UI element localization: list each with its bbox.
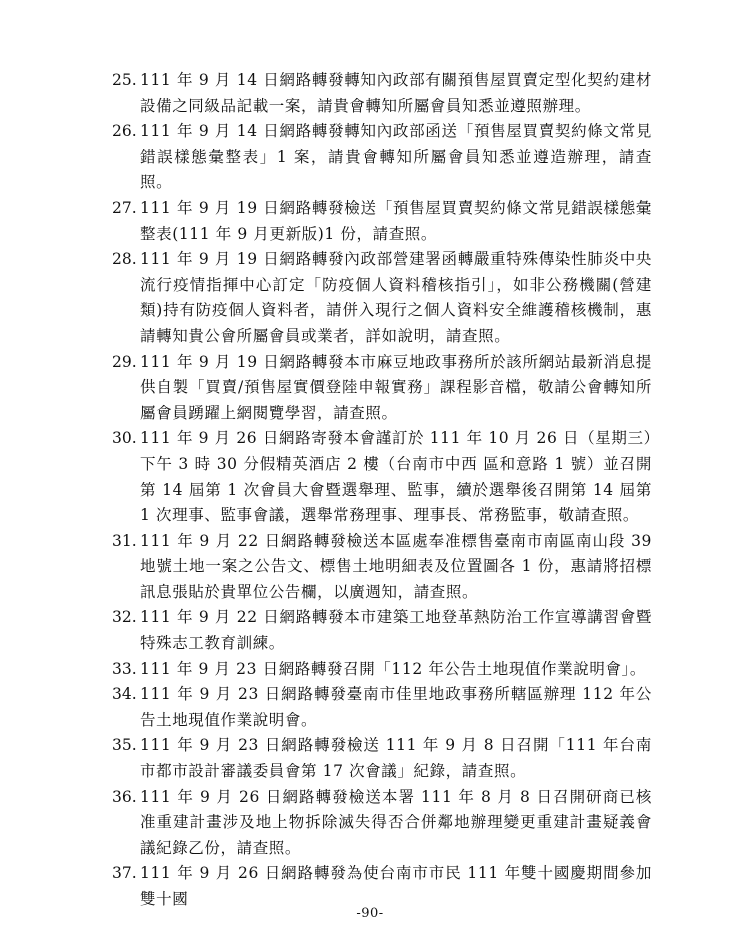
item-number: 35. bbox=[112, 736, 137, 755]
list-item bbox=[112, 196, 652, 247]
item-text: 111 年 9 月 19 日網路轉發檢送「預售屋買賣契約條文常見錯誤樣態彙整表(111 年 9 月更新版)1 份，請查照。 bbox=[140, 198, 652, 243]
item-text: 111 年 9 月 26 日網路轉發為使台南市市民 111 年雙十國慶期間參加雙十國 bbox=[140, 864, 652, 908]
item-number: 32. bbox=[112, 608, 137, 627]
list-item bbox=[112, 605, 652, 656]
item-text: 111 年 9 月 14 日網路轉發轉知內政部函送「預售屋買賣契約條文常見錯誤樣態彙整表」1 案，請貴會轉知所屬會員知悉並遵造辦理，請查照。 bbox=[140, 122, 652, 192]
item-text: 111 年 9 月 26 日網路轉發檢送本署 111 年 8 月 8 日召開研商已核准重建計畫涉及地上物拆除滅失得否合併鄰地辦理變更重建計畫疑義會議紀錄乙份，請查照。 bbox=[140, 787, 652, 857]
list-item bbox=[112, 657, 652, 683]
item-number: 37. bbox=[112, 864, 137, 883]
item-number: 26. bbox=[112, 122, 137, 141]
list-item bbox=[112, 861, 652, 912]
item-text: 111 年 9 月 19 日網路轉發本市麻豆地政事務所於該所網站最新消息提供自製「買賣/預售屋實價登陸申報實務」課程影音檔，敬請公會轉知所屬會員踴躍上網閱覽學習，請查照。 bbox=[140, 352, 652, 422]
item-number: 31. bbox=[112, 531, 137, 550]
list-item bbox=[112, 426, 652, 528]
item-number: 27. bbox=[112, 198, 137, 217]
list-item bbox=[112, 350, 652, 427]
item-number: 25. bbox=[112, 71, 137, 89]
item-text: 111 年 9 月 23 日網路轉發檢送 111 年 9 月 8 日召開「111 年台南市都市設計審議委員會第 17 次會議」紀錄，請查照。 bbox=[140, 736, 652, 781]
list-item bbox=[112, 68, 652, 119]
item-number: 34. bbox=[112, 685, 137, 704]
item-number: 33. bbox=[112, 659, 137, 678]
item-text: 111 年 9 月 22 日網路轉發本市建築工地登革熱防治工作宣導講習會暨特殊志工教育訓練。 bbox=[140, 608, 652, 653]
list-item bbox=[112, 785, 652, 862]
item-number: 28. bbox=[112, 250, 137, 269]
item-text: 111 年 9 月 14 日網路轉發轉知內政部有關預售屋買賣定型化契約建材設備之同級品記載一案，請貴會轉知所屬會員知悉並遵照辦理。 bbox=[140, 71, 652, 115]
page-number: -90- bbox=[356, 906, 384, 921]
item-number: 29. bbox=[112, 352, 137, 371]
list-item bbox=[112, 529, 652, 606]
list-item bbox=[112, 119, 652, 196]
announcement-list bbox=[112, 68, 652, 913]
list-item bbox=[112, 247, 652, 349]
item-text: 111 年 9 月 26 日網路寄發本會謹訂於 111 年 10 月 26 日（星期三）下午 3 時 30 分假精英酒店 2 樓（台南市中西 區和意路 1 號）並召開第 14 屆第 1 次會員大會暨選舉理、監事，續於選舉後召開第 14 屆第 1 次理事、監事會議，選舉常務理事、理事長、常務監事，敬請查照。 bbox=[140, 429, 652, 525]
item-number: 30. bbox=[112, 429, 137, 448]
item-text: 111 年 9 月 23 日網路轉發召開「112 年公告土地現值作業說明會」。 bbox=[140, 659, 646, 678]
item-text: 111 年 9 月 23 日網路轉發臺南市佳里地政事務所轄區辦理 112 年公告土地現值作業說明會。 bbox=[140, 685, 652, 729]
item-text: 111 年 9 月 22 日網路轉發檢送本區處奉准標售臺南市南區南山段 39 地號土地一案之公告文、標售土地明細表及位置圖各 1 份，惠請將招標訊息張貼於貴單位公告欄，以廣週知，請查照。 bbox=[140, 531, 652, 601]
list-item bbox=[112, 733, 652, 784]
list-item bbox=[112, 682, 652, 733]
item-number: 36. bbox=[112, 787, 137, 806]
item-text: 111 年 9 月 19 日網路轉發內政部營建署函轉嚴重特殊傳染性肺炎中央流行疫情指揮中心訂定「防疫個人資料稽核指引」，如非公務機關(營建類)持有防疫個人資料者，請併入現行之個人資料安全維護稽核機制，惠請轉知貴公會所屬會員或業者，詳如說明，請查照。 bbox=[140, 250, 652, 345]
